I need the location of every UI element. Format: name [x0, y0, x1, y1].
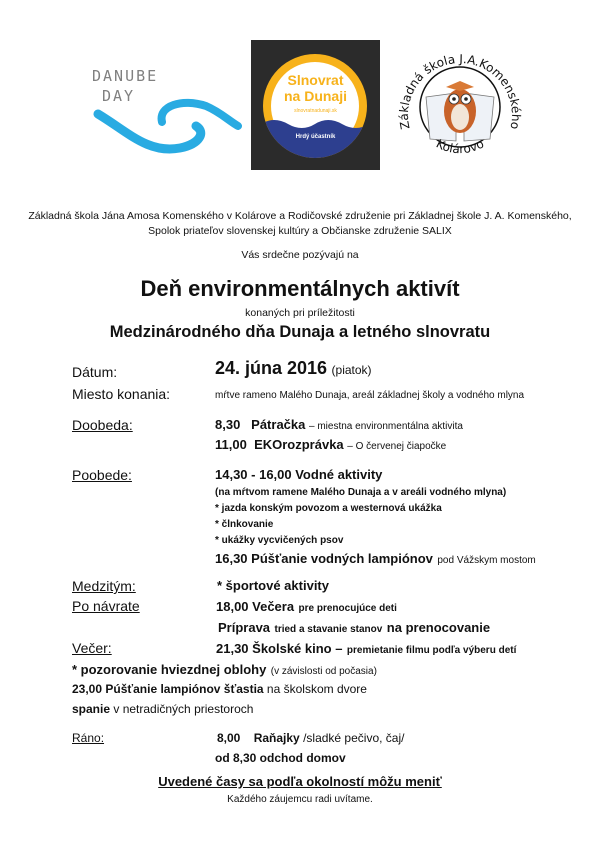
morning-label: Doobeda: — [72, 417, 133, 433]
meanwhile-value: * športové aktivity — [217, 578, 329, 593]
page-subtitle: Medzinárodného dňa Dunaja a letného slnovratu — [109, 323, 491, 341]
afternoon-item-4: * člnkovanie — [215, 519, 274, 530]
place-label: Miesto konania: — [72, 386, 171, 402]
evening-item-3: 23,00 Púšťanie lampiónov šťastia na školskom dvore — [72, 682, 367, 696]
afternoon-item-3: * jazda konským povozom a westernová ukážka — [215, 503, 442, 514]
organizers-line-1: Základná škola Jána Amosa Komenského v Kolárove a Rodičovské združenie pri Základnej škole J. A. Komenského, — [28, 210, 572, 222]
school-arc-top: Základná škola J.A.Komenského — [396, 51, 524, 131]
evening-item-4: spanie v netradičných priestoroch — [72, 702, 254, 716]
invite-text: Vás srdečne pozývajú na — [241, 249, 359, 261]
morning-item-2: 11,00 EKOrozprávka – O červenej čiapočke — [215, 437, 447, 452]
slnovrat-badge-text: Hrdý účastník — [295, 134, 336, 140]
morning2-label: Ráno: — [72, 731, 105, 745]
morning-item-1: 8,30 Pátračka – miestna environmentálna aktivita — [215, 417, 463, 432]
footer-welcome: Každého záujemcu radi uvítame. — [227, 794, 373, 805]
meanwhile-label: Medzitým: — [72, 578, 136, 594]
return-item-1: 18,00 Večera pre prenocujúce deti — [216, 599, 397, 614]
danube-day-text: DANUBE DAY — [92, 67, 159, 105]
danube-wave-icon — [88, 92, 248, 162]
slnovrat-badge-icon — [261, 52, 369, 160]
return-item-2: Príprava tried a stavanie stanov na prenocovanie — [218, 620, 491, 635]
footer-notice: Uvedené časy sa podľa okolností môžu meniť — [158, 774, 442, 789]
date-label: Dátum: — [72, 364, 118, 380]
svg-text:Kolárovo — [434, 137, 486, 157]
evening-item-1: 21,30 Školské kino – premietanie filmu podľa výberu detí — [216, 641, 517, 656]
evening-label: Večer: — [72, 640, 112, 656]
date-day: (piatok) — [331, 363, 372, 377]
occasion-text: konaných pri príležitosti — [245, 307, 355, 319]
afternoon-label: Poobede: — [72, 467, 132, 483]
afternoon-item-6: 16,30 Púšťanie vodných lampiónov pod Vážskym mostom — [215, 551, 536, 566]
page-title: Deň environmentálnych aktivít — [140, 276, 460, 301]
evening-item-2: * pozorovanie hviezdnej oblohy (v závislosti od počasia) — [72, 662, 377, 677]
afternoon-item-5: * ukážky vycvičených psov — [215, 535, 344, 546]
organizers-line-2: Spolok priateľov slovenskej kultúry a Občianske združenie SALIX — [148, 225, 452, 237]
return-label: Po návrate — [72, 598, 140, 614]
danube-day-logo — [88, 62, 248, 162]
slnovrat-url: slnovratnadunaji.sk — [294, 108, 337, 114]
school-emblem-icon — [390, 35, 530, 175]
afternoon-item-2: (na mŕtvom ramene Malého Dunaja a v areáli vodného mlyna) — [215, 487, 507, 498]
slnovrat-logo — [251, 40, 380, 170]
date-value-row — [215, 358, 372, 379]
slnovrat-title-2: na Dunaji — [283, 88, 347, 104]
school-logo — [390, 35, 530, 175]
date-value: 24. júna 2016 — [215, 358, 328, 378]
morning2-item-1: 8,00 Raňajky /sladké pečivo, čaj/ — [217, 731, 405, 745]
afternoon-item-1: 14,30 - 16,00 Vodné aktivity — [215, 467, 383, 482]
morning2-item-2: od 8,30 odchod domov — [215, 751, 346, 765]
slnovrat-title-1: Slnovrat — [287, 72, 344, 88]
place-value: mŕtve rameno Malého Dunaja, areál základnej školy a vodného mlyna — [215, 390, 525, 401]
school-arc-bottom: Kolárovo — [433, 136, 487, 157]
